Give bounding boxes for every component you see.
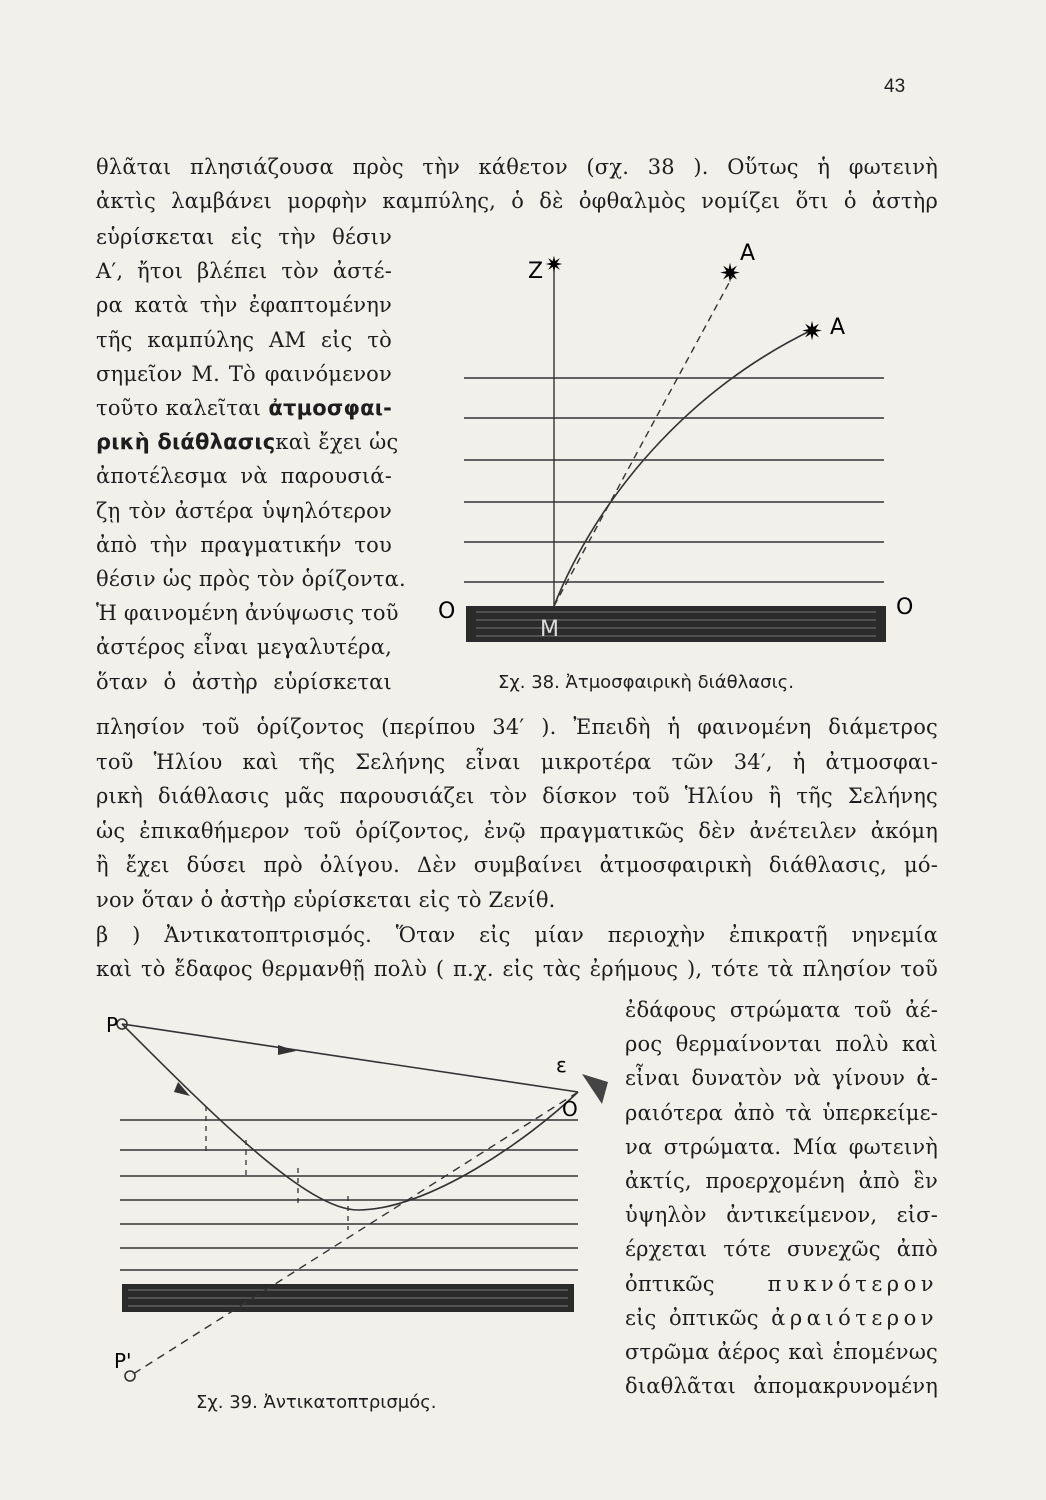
text-span: ἢ ἔχει δύσει πρὸ ὀλίγου. Δὲν συμβαίνει ἀτμοσφαιρικὴ διάθλασις, μό-	[96, 853, 938, 878]
text-line	[96, 598, 399, 628]
fig38-ray-curve	[554, 328, 816, 606]
page-number: 43	[884, 76, 906, 97]
text-span: ρα κατὰ τὴν ἐφαπτομένην	[96, 293, 392, 318]
text-line	[96, 712, 938, 742]
text-line	[625, 1063, 938, 1093]
fig39-layer-lines	[120, 1120, 578, 1270]
star-icon: ✷	[719, 259, 741, 289]
text-span: σημεῖον Μ. Τὸ φαινόμενον	[96, 361, 392, 386]
figure-38-caption: Σχ. 38. Ἀτμοσφαιρικὴ διάθλασις.	[498, 672, 794, 693]
text-line	[96, 816, 938, 846]
text-line	[625, 1234, 938, 1264]
text-line	[96, 152, 938, 182]
text-line	[96, 781, 938, 811]
text-span: ὀπτικῶς	[625, 1271, 768, 1296]
figure-38-atmospheric-refraction	[436, 240, 920, 660]
text-line	[96, 427, 399, 457]
label-a: A	[830, 315, 846, 340]
text-span: ἀκτίς, προερχομένη ἀπὸ ἓν	[625, 1169, 938, 1193]
label-o-left: O	[438, 599, 456, 624]
text-span: εἶναι δυνατὸν νὰ γίνουν ἀ-	[625, 1066, 938, 1091]
text-span: ἀπὸ τὴν πραγματικήν του	[96, 532, 392, 557]
text-span: ραιότερα ἀπὸ τὰ ὑπερκείμε-	[625, 1100, 938, 1125]
label-a-prime: A	[740, 241, 756, 266]
text-line	[625, 1132, 938, 1162]
label-p-prime: P'	[114, 1349, 132, 1373]
text-span: ὑψηλὸν ἀντικείμενον, εἰσ-	[625, 1203, 938, 1228]
text-span: καὶ τὸ ἔδαφος θερμανθῇ πολὺ ( π.χ. εἰς τὰς ἐρήμους ), τότε τὰ πλησίον τοῦ	[96, 957, 938, 982]
fig39-curved-ray	[122, 1024, 578, 1210]
text-line	[625, 995, 938, 1025]
text-span: διαθλᾶται ἀπομακρυνομένη	[625, 1374, 938, 1399]
figure-39-caption: Σχ. 39. Ἀντικατοπτρισμός.	[196, 1392, 437, 1413]
text-span: ὡς ἐπικαθήμερον τοῦ ὁρίζοντος, ἐνῷ πραγματικῶς δὲν ἀνέτειλεν ἀκόμη	[96, 818, 938, 843]
text-span: να στρώματα. Μία φωτεινὴ	[625, 1134, 938, 1159]
label-z: Z	[528, 259, 544, 284]
text-line	[96, 747, 938, 777]
text-span: Ἡ φαινομένη ἀνύψωσις τοῦ	[96, 601, 399, 626]
spaced-term: πυκνότερον	[767, 1271, 938, 1296]
text-span: τοῦ Ἡλίου καὶ τῆς Σελήνης εἶναι μικροτέρα τῶν 34′, ἡ ἀτμοσφαι-	[96, 749, 938, 774]
text-line	[625, 1303, 938, 1333]
text-line	[96, 186, 938, 216]
text-span: καὶ ἔχει ὡς	[275, 430, 399, 455]
bold-term: ρικὴ διάθλασις	[96, 430, 276, 455]
fig39-direct-ray	[122, 1024, 578, 1092]
text-span: ζῃ τὸν ἀστέρα ὑψηλότερον	[96, 498, 392, 523]
text-line	[625, 1371, 938, 1401]
zenith-star-icon: ✷	[544, 253, 564, 278]
text-span: ρικὴ διάθλασις μᾶς παρουσιάζει τὸν δίσκον τοῦ Ἡλίου ἢ τῆς Σελήνης	[96, 784, 938, 809]
text-span: ἀστέρος εἶναι μεγαλυτέρα,	[96, 635, 392, 660]
label-o: O	[562, 1097, 578, 1121]
text-span: εὑρίσκεται εἰς τὴν θέσιν	[96, 225, 392, 249]
text-line	[625, 1166, 938, 1196]
text-line	[96, 530, 392, 560]
text-span: β ) Ἀντικατοπτρισμός. Ὅταν εἰς μίαν περιοχὴν ἐπικρατῇ νηνεμία	[96, 922, 938, 947]
text-line	[96, 850, 938, 880]
text-line	[625, 1337, 938, 1367]
text-line	[96, 954, 938, 984]
text-line	[96, 885, 938, 915]
text-span: ρος θερμαίνονται πολὺ καὶ	[625, 1032, 938, 1057]
text-span: εἰς ὀπτικῶς	[625, 1305, 772, 1330]
eye-icon	[582, 1074, 608, 1104]
text-span: νον ὅταν ὁ ἀστὴρ εὑρίσκεται εἰς τὸ Ζενίθ.	[96, 888, 556, 912]
text-line	[96, 920, 938, 950]
label-o-right: O	[896, 595, 914, 620]
text-span: ἐδάφους στρώματα τοῦ ἀέ-	[625, 998, 938, 1022]
fig38-ground	[466, 606, 886, 642]
text-span: τῆς καμπύλης ΑΜ εἰς τὸ	[96, 327, 392, 352]
label-m: M	[540, 617, 559, 642]
text-span: ἀποτέλεσμα νὰ παρουσιά-	[96, 464, 392, 489]
label-epsilon: ε	[556, 1053, 567, 1077]
text-line	[625, 1200, 938, 1230]
text-span: ἀκτὶς λαμβάνει μορφὴν καμπύλης, ὁ δὲ ὀφθαλμὸς νομίζει ὅτι ὁ ἀστὴρ	[96, 189, 938, 213]
text-line	[96, 461, 392, 491]
text-span: πλησίον τοῦ ὁρίζοντος (περίπου 34′ ). Ἐπειδὴ ἡ φαινομένη διάμετρος	[96, 715, 938, 739]
text-line	[96, 496, 392, 526]
bold-term: ἀτμοσφαι-	[268, 396, 392, 420]
fig39-dashed-extension	[130, 1092, 578, 1376]
text-line	[96, 393, 392, 423]
fig38-layer-lines	[464, 378, 884, 582]
spaced-term: ἀραιότερον	[771, 1305, 938, 1330]
star-icon: ✷	[801, 317, 823, 347]
text-line	[96, 256, 392, 286]
label-p: P	[106, 1013, 119, 1037]
text-line	[96, 325, 392, 355]
text-line	[96, 564, 406, 594]
text-line	[96, 667, 392, 697]
text-span: στρῶμα ἀέρος καὶ ἑπομένως	[625, 1340, 938, 1364]
text-span: ὅταν ὁ ἀστὴρ εὑρίσκεται	[96, 669, 392, 694]
text-line	[96, 359, 392, 389]
text-line	[625, 1098, 938, 1128]
fig38-tangent-line	[554, 270, 736, 606]
text-line	[625, 1269, 938, 1299]
text-span: θλᾶται πλησιάζουσα πρὸς τὴν κάθετον (σχ. 38 ). Οὕτως ἡ φωτεινὴ	[96, 155, 938, 179]
text-line	[96, 290, 392, 320]
text-line	[625, 1029, 938, 1059]
figure-39-mirage	[108, 1000, 618, 1390]
text-span: έρχεται τότε συνεχῶς ἀπὸ	[625, 1237, 938, 1262]
text-span: θέσιν ὡς πρὸς τὸν ὁρίζοντα.	[96, 567, 406, 591]
text-line	[96, 222, 392, 252]
text-span: τοῦτο καλεῖται	[96, 396, 269, 420]
text-span: Α′, ἤτοι βλέπει τὸν ἀστέ-	[96, 259, 392, 284]
text-line	[96, 632, 392, 662]
